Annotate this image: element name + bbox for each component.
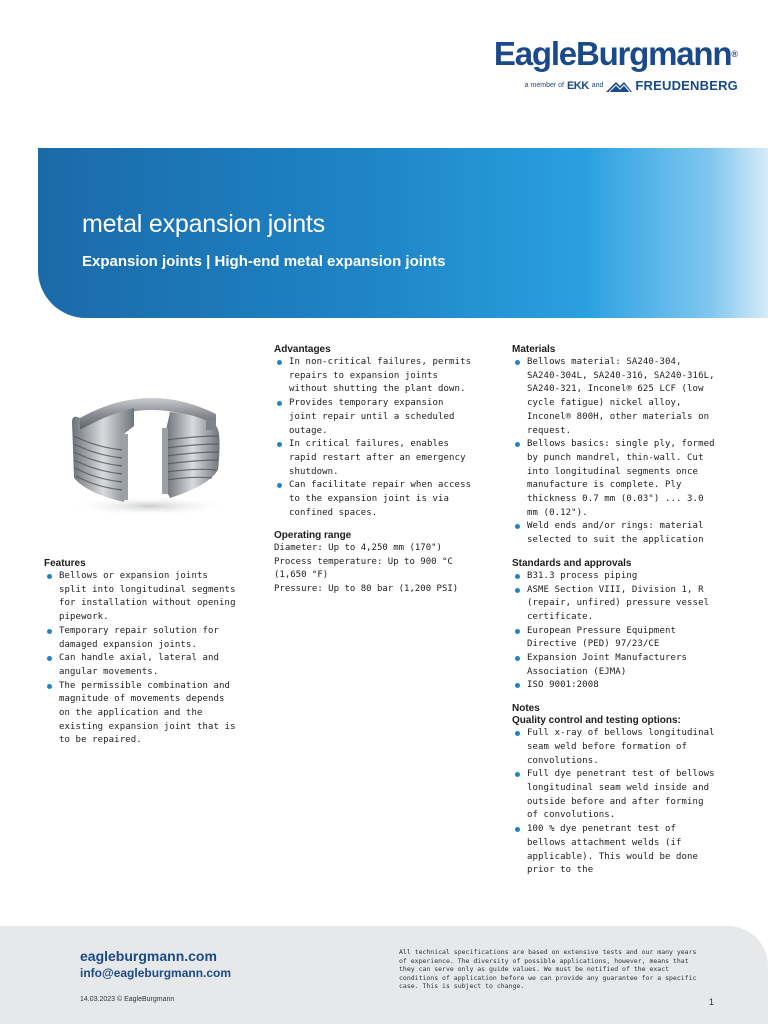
list-item: Full x-ray of bellows longitudinal seam weld before formation of convolutions.: [512, 727, 720, 768]
advantages-section: [274, 344, 474, 596]
website-link[interactable]: eagleburgmann.com: [80, 948, 217, 964]
operating-range-temperature: Process temperature: Up to 900 °C (1,650 °F): [274, 556, 453, 581]
features-list: [44, 570, 236, 748]
list-item: Bellows basics: single ply, formed by punch mandrel, thin-wall. Cut into longitudinal segments once manufacture is complete. Ply thickness 0.7 mm (0.03") ... 3.0 mm (0.12").: [512, 438, 720, 520]
freudenberg-logo-text: FREUDENBERG: [635, 78, 738, 93]
operating-range-heading: Operating range: [274, 530, 352, 542]
logo-text: EagleBurgmann: [493, 35, 732, 72]
ekk-logo: EKK: [566, 79, 589, 92]
list-item: 100 % dye penetrant test of bellows attachment welds (if applicable). This would be done prior to the: [512, 823, 720, 878]
list-item: B31.3 process piping: [512, 570, 720, 584]
member-of-text: a member of: [524, 82, 564, 89]
hero-banner: [38, 148, 768, 318]
logo-wordmark: EagleBurgmann®: [493, 35, 738, 72]
list-item: ISO 9001:2008: [512, 679, 720, 693]
list-item: Full dye penetrant test of bellows longitudinal seam weld inside and outside before and after forming of convolutions.: [512, 768, 720, 823]
notes-heading: Notes: [512, 703, 540, 715]
advantages-heading: Advantages: [274, 344, 331, 355]
freudenberg-mark-icon: [606, 80, 632, 92]
date-copyright: 14.03.2023 © EagleBurgmann: [80, 996, 175, 1003]
page-title: metal expansion joints: [82, 210, 325, 238]
member-line: [494, 78, 738, 93]
page-subtitle: Expansion joints | High-end metal expansion joints: [82, 253, 446, 270]
email-link[interactable]: info@eagleburgmann.com: [80, 966, 232, 980]
standards-heading: Standards and approvals: [512, 557, 632, 569]
list-item: European Pressure Equipment Directive (PED) 97/23/CE: [512, 625, 720, 652]
list-item: Temporary repair solution for damaged expansion joints.: [44, 625, 236, 652]
standards-list: [512, 570, 720, 693]
list-item: The permissible combination and magnitude of movements depends on the application and the existing expansion joint that is to be repaired.: [44, 680, 236, 749]
operating-range-diameter: Diameter: Up to 4,250 mm (170"): [274, 543, 442, 554]
materials-section: [512, 344, 720, 878]
list-item: Weld ends and/or rings: material selected to suit the application: [512, 520, 720, 547]
advantages-list: [274, 356, 474, 520]
features-heading: Features: [44, 558, 86, 569]
list-item: Expansion Joint Manufacturers Association (EJMA): [512, 652, 720, 679]
and-text: and: [591, 82, 604, 89]
list-item: In critical failures, enables rapid restart after an emergency shutdown.: [274, 438, 474, 479]
brand-logo: [494, 36, 738, 93]
list-item: In non-critical failures, permits repairs to expansion joints without shutting the plant down.: [274, 356, 474, 397]
materials-heading: Materials: [512, 344, 556, 355]
page-number: 1: [708, 997, 714, 1007]
list-item: Provides temporary expansion joint repair until a scheduled outage.: [274, 397, 474, 438]
list-item: Bellows material: SA240-304, SA240-304L, SA240-316, SA240-316L, SA240-321, Inconel® 625 LCF (low cycle fatigue) nickel alloy, Inconel® 800H, other materials on request.: [512, 356, 720, 438]
notes-list: [512, 727, 720, 878]
list-item: ASME Section VIII, Division 1, R (repair, unfired) pressure vessel certificate.: [512, 584, 720, 625]
list-item: Bellows or expansion joints split into longitudinal segments for installation without opening pipework.: [44, 570, 236, 625]
features-section: [44, 558, 236, 748]
disclaimer-text: All technical specifications are based on extensive tests and our many years of experience. The diversity of possible applications, however, means that they can serve only as guide values. We must be notified of the exact conditions of application before we can provide any guarantee for a specific case. This is subject to change.: [399, 948, 697, 991]
operating-range-pressure: Pressure: Up to 80 bar (1,200 PSI): [274, 583, 459, 594]
list-item: Can handle axial, lateral and angular movements.: [44, 652, 236, 679]
notes-subheading: Quality control and testing options:: [512, 715, 681, 727]
page-footer: [0, 926, 768, 1024]
materials-list: [512, 356, 720, 548]
list-item: Can facilitate repair when access to the expansion joint is via confined spaces.: [274, 479, 474, 520]
metal-bellows-segment-image: [58, 378, 236, 520]
